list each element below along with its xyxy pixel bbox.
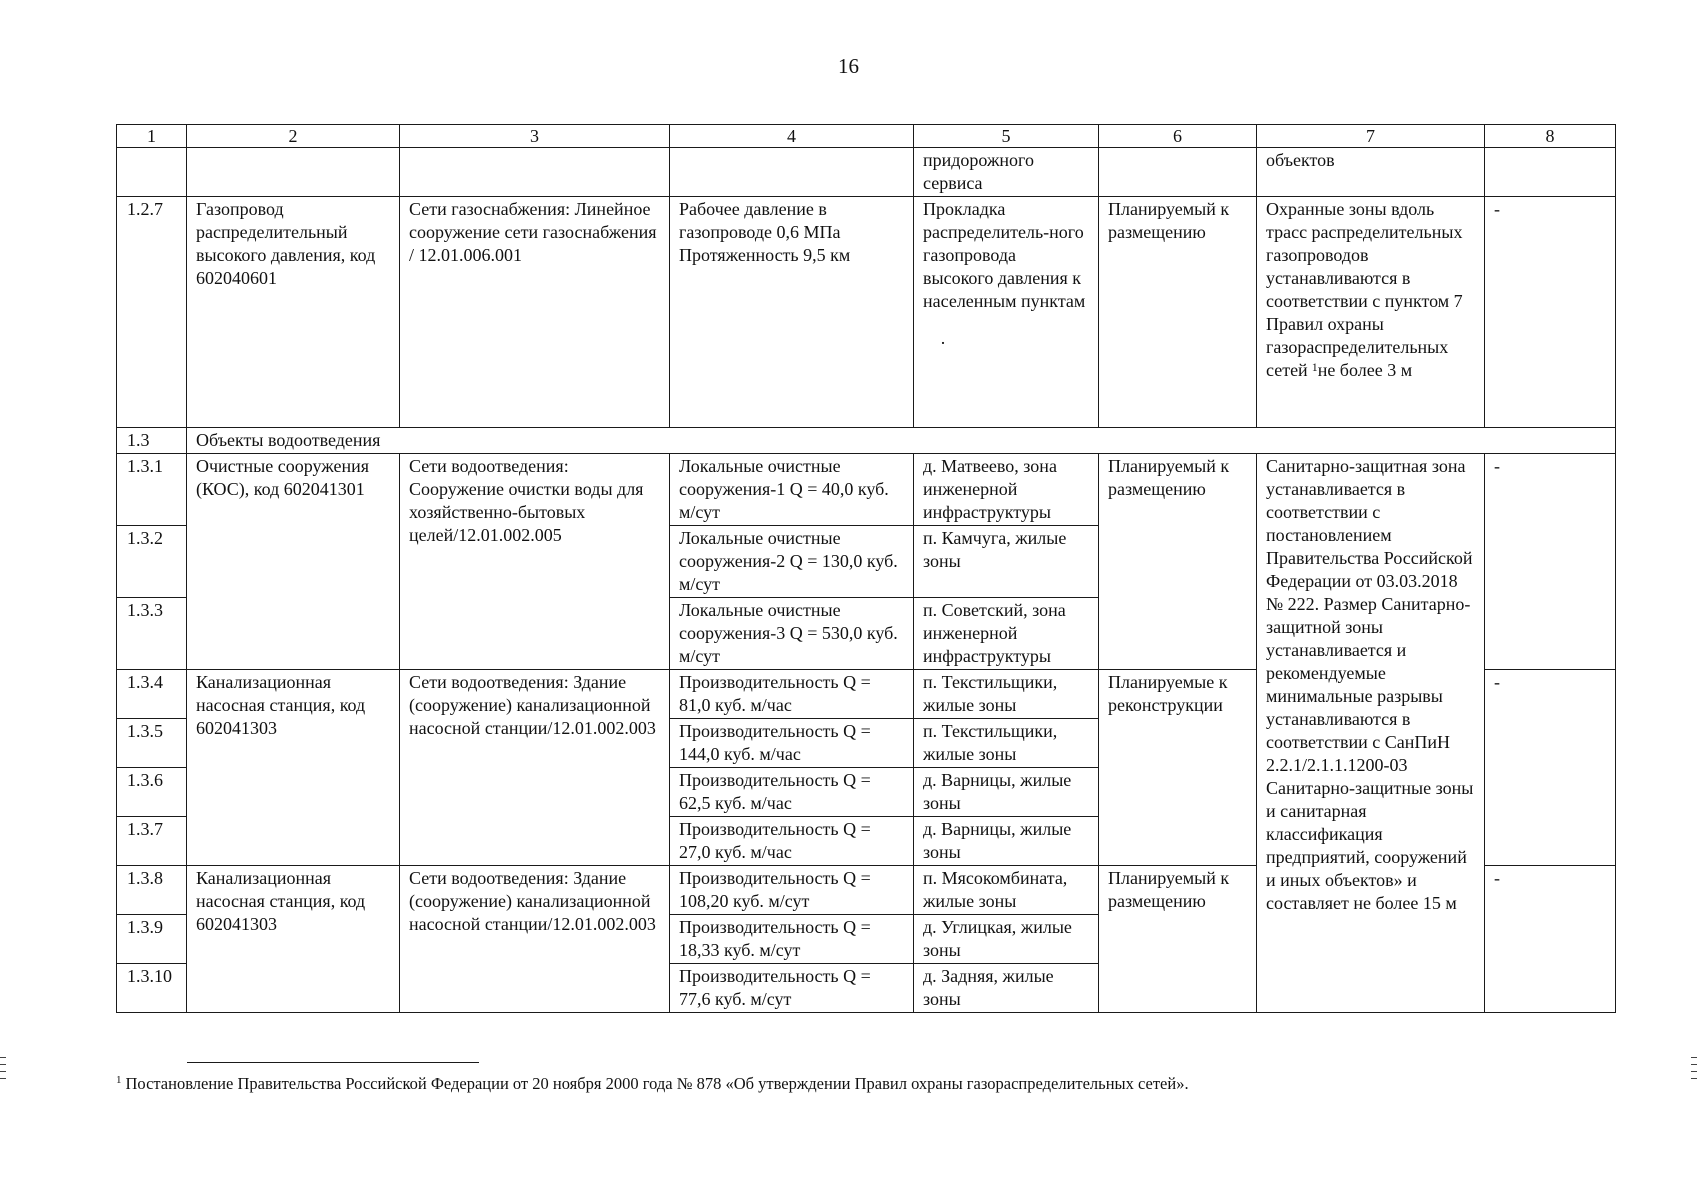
parameters-cell: Рабочее давление в газопроводе 0,6 МПа Протяженность 9,5 км — [670, 197, 914, 428]
scan-edge-mark — [0, 1071, 6, 1072]
location-cell: п. Камчуга, жилые зоны — [914, 526, 1099, 598]
dash-cell: - — [1485, 670, 1616, 866]
parameters-cell: Производительность Q = 144,0 куб. м/час — [670, 719, 914, 768]
status-cell: Планируемый к размещению — [1099, 197, 1257, 428]
row-number: 1.3.7 — [117, 817, 187, 866]
row-number: 1.3.6 — [117, 768, 187, 817]
zone-text-tail: не более 3 м — [1317, 360, 1413, 380]
parameters-cell: Производительность Q = 27,0 куб. м/час — [670, 817, 914, 866]
row-number: 1.3.1 — [117, 454, 187, 526]
footnote-divider — [187, 1062, 479, 1063]
location-cell: п. Текстильщики, жилые зоны — [914, 719, 1099, 768]
dash-cell: - — [1485, 866, 1616, 1013]
table-cell — [670, 148, 914, 197]
table-cell — [1099, 148, 1257, 197]
column-number: 7 — [1257, 125, 1485, 148]
table-cell — [187, 148, 400, 197]
location-cell — [914, 197, 1099, 428]
scan-edge-mark — [1691, 1064, 1697, 1065]
row-number: 1.3.4 — [117, 670, 187, 719]
object-name-cell: Очистные сооружения (КОС), код 602041301 — [187, 454, 400, 670]
scan-edge-mark — [0, 1078, 6, 1079]
footnote — [116, 1074, 1189, 1094]
object-name-cell: Газопровод распределительный высокого давления, код 602040601 — [187, 197, 400, 428]
status-cell: Планируемые к реконструкции — [1099, 670, 1257, 866]
scan-edge-mark — [0, 1057, 6, 1058]
parameters-cell: Производительность Q = 62,5 куб. м/час — [670, 768, 914, 817]
column-number: 5 — [914, 125, 1099, 148]
table-row — [117, 454, 1616, 526]
table-row — [117, 197, 1616, 428]
location-cell: придорожного сервиса — [914, 148, 1099, 197]
parameters-cell: Производительность Q = 77,6 куб. м/сут — [670, 964, 914, 1013]
column-number: 6 — [1099, 125, 1257, 148]
location-text: Прокладка распределитель-ного газопровода высокого давления к населенным пунктам — [923, 199, 1086, 311]
location-cell: п. Текстильщики, жилые зоны — [914, 670, 1099, 719]
parameters-cell: Локальные очистные сооружения-2 Q = 130,0 куб. м/сут — [670, 526, 914, 598]
stray-dot: . — [940, 328, 946, 348]
dash-cell: - — [1485, 197, 1616, 428]
parameters-cell: Локальные очистные сооружения-1 Q = 40,0 куб. м/сут — [670, 454, 914, 526]
page-number: 16 — [838, 54, 859, 78]
column-number: 3 — [400, 125, 670, 148]
location-cell: п. Советский, зона инженерной инфраструктуры — [914, 598, 1099, 670]
row-number: 1.3.3 — [117, 598, 187, 670]
location-cell: д. Задняя, жилые зоны — [914, 964, 1099, 1013]
zone-cell: объектов — [1257, 148, 1485, 197]
footnote-text: Постановление Правительства Российской Федерации от 20 ноября 2000 года № 878 «Об утверждении Правил охраны газораспределительных сетей». — [125, 1074, 1189, 1093]
row-number: 1.3.9 — [117, 915, 187, 964]
location-cell: д. Углицкая, жилые зоны — [914, 915, 1099, 964]
network-cell: Сети газоснабжения: Линейное сооружение сети газоснабжения / 12.01.006.001 — [400, 197, 670, 428]
row-number: 1.3.2 — [117, 526, 187, 598]
network-cell: Сети водоотведения: Здание (сооружение) канализационной насосной станции/12.01.002.003 — [400, 670, 670, 866]
footnote-ref: 1 — [1311, 360, 1318, 374]
network-cell: Сети водоотведения: Здание (сооружение) канализационной насосной станции/12.01.002.003 — [400, 866, 670, 1013]
parameters-cell: Производительность Q = 108,20 куб. м/сут — [670, 866, 914, 915]
dash-cell: - — [1485, 454, 1616, 670]
location-cell: д. Матвеево, зона инженерной инфраструктуры — [914, 454, 1099, 526]
row-number: 1.3.5 — [117, 719, 187, 768]
network-cell: Сети водоотведения: Сооружение очистки воды для хозяйственно-бытовых целей/12.01.002.005 — [400, 454, 670, 670]
location-cell: п. Мясокомбината, жилые зоны — [914, 866, 1099, 915]
column-number: 2 — [187, 125, 400, 148]
parameters-cell: Локальные очистные сооружения-3 Q = 530,0 куб. м/сут — [670, 598, 914, 670]
table-cell — [117, 148, 187, 197]
status-cell: Планируемый к размещению — [1099, 866, 1257, 1013]
zone-text: Охранные зоны вдоль трасс распределительных газопроводов устанавливаются в соответствии с пунктом 7 Правил охраны газораспределительных сетей — [1266, 199, 1463, 380]
column-number: 8 — [1485, 125, 1616, 148]
zone-cell: Санитарно-защитная зона устанавливается в соответствии с постановлением Правительства Российской Федерации от 03.03.2018 № 222. Размер Санитарно-защитной зоны устанавливается и рекомендуемые минимальные разрывы устанавливаются в соответствии с СанПиН 2.2.1/2.1.1.1200-03 Санитарно-защитные зоны и санитарная классификация предприятий, сооружений и иных объектов» и составляет не более 15 м — [1257, 454, 1485, 1013]
section-row — [117, 428, 1616, 454]
scan-edge-mark — [1691, 1071, 1697, 1072]
location-cell: д. Варницы, жилые зоны — [914, 817, 1099, 866]
row-number: 1.3.8 — [117, 866, 187, 915]
section-title: Объекты водоотведения — [187, 428, 1616, 454]
section-number: 1.3 — [117, 428, 187, 454]
scan-edge-mark — [1691, 1078, 1697, 1079]
column-number-row — [117, 125, 1616, 148]
scan-edge-mark — [0, 1064, 6, 1065]
zone-cell — [1257, 197, 1485, 428]
status-cell: Планируемый к размещению — [1099, 454, 1257, 670]
footnote-mark: 1 — [116, 1074, 122, 1086]
object-name-cell: Канализационная насосная станция, код 602041303 — [187, 866, 400, 1013]
object-name-cell: Канализационная насосная станция, код 602041303 — [187, 670, 400, 866]
column-number: 4 — [670, 125, 914, 148]
location-cell: д. Варницы, жилые зоны — [914, 768, 1099, 817]
row-number: 1.2.7 — [117, 197, 187, 428]
row-number: 1.3.10 — [117, 964, 187, 1013]
scan-edge-mark — [1691, 1057, 1697, 1058]
table-cell — [400, 148, 670, 197]
parameters-cell: Производительность Q = 81,0 куб. м/час — [670, 670, 914, 719]
table-cell — [1485, 148, 1616, 197]
planned-objects-table — [116, 124, 1616, 1013]
column-number: 1 — [117, 125, 187, 148]
parameters-cell: Производительность Q = 18,33 куб. м/сут — [670, 915, 914, 964]
continuation-row — [117, 148, 1616, 197]
